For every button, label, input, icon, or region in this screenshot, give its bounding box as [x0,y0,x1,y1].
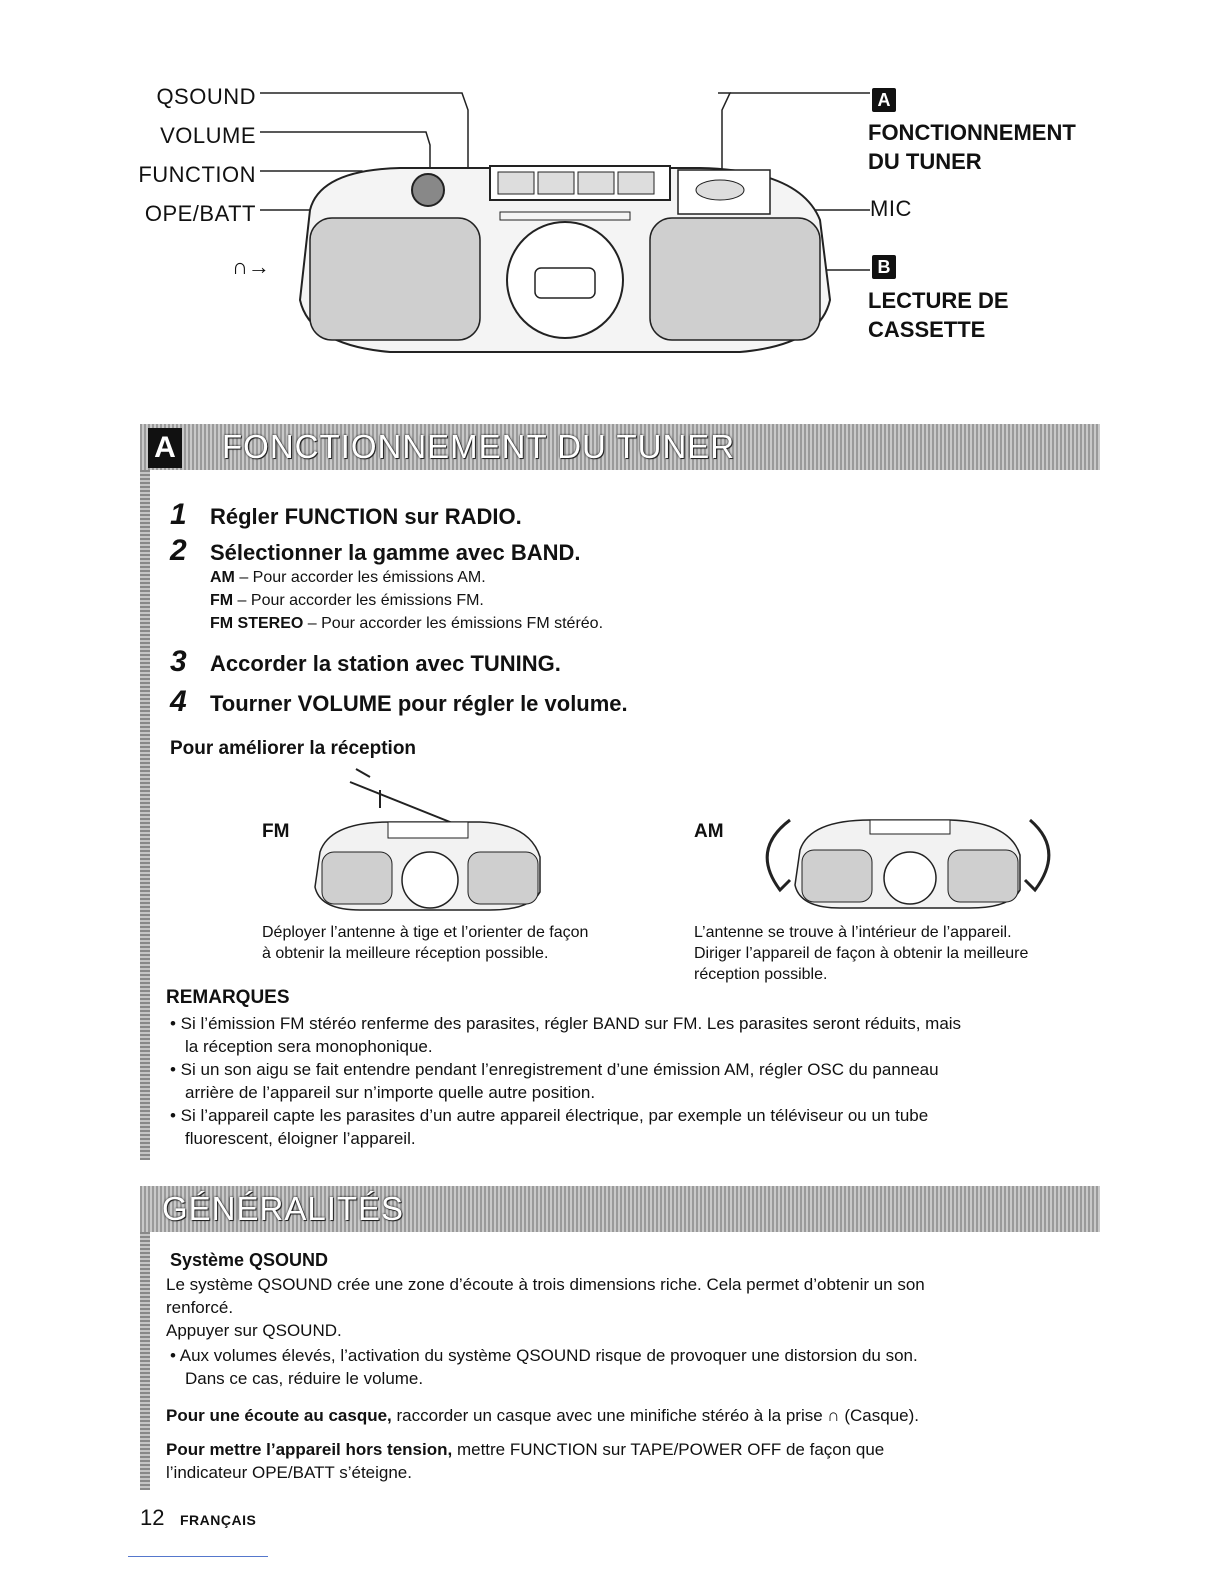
am-rotate-illustration [740,780,1070,910]
fm-caption-line1: Déployer l’antenne à tige et l’orienter de façon [262,924,589,941]
qsound-paragraph-line2: renforcé. [166,1298,234,1317]
page-language: FRANÇAIS [180,1512,257,1528]
ope-batt-label: OPE/BATT [144,201,256,226]
section-general-side-bar [140,1230,150,1490]
a-title-line1: FONCTIONNEMENT [868,120,1076,145]
section-a-side-bar [140,470,150,1160]
remark-2-line2: arrière de l’appareil sur n’importe quelle autre position. [185,1083,596,1102]
band-option-fm: FM – Pour accorder les émissions FM. [210,592,484,609]
qsound-bullet-line1: • Aux volumes élevés, l’activation du système QSOUND risque de provoquer une distorsion du son. [170,1346,918,1365]
mic-label: MIC [870,196,912,221]
page-number: 12 [140,1505,165,1530]
headphone-jack-icon: ∩ [827,1406,840,1425]
remark-1-line1: • Si l’émission FM stéréo renferme des parasites, régler BAND sur FM. Les parasites seront réduits, mais [170,1014,962,1033]
step-1: 1 Régler FUNCTION sur RADIO. [170,498,522,531]
step-4: 4 Tourner VOLUME pour régler le volume. [170,685,628,718]
headphone-paragraph: Pour une écoute au casque, raccorder un casque avec une minifiche stéréo à la prise ∩ (Casque). [166,1406,919,1425]
qsound-paragraph-line1: Le système QSOUND crée une zone d’écoute à trois dimensions riche. Cela permet d’obtenir un son [166,1275,925,1294]
am-label: AM [694,821,724,842]
b-badge-small: B [872,255,896,279]
fm-label: FM [262,821,290,842]
band-option-fm-stereo: FM STEREO – Pour accorder les émissions FM stéréo. [210,615,604,632]
remark-2-line1: • Si un son aigu se fait entendre pendant l’enregistrement d’une émission AM, régler OSC du panneau [170,1060,939,1079]
step-3: 3 Accorder la station avec TUNING. [170,645,561,678]
remark-1-line2: la réception sera monophonique. [185,1037,433,1056]
section-a-title: FONCTIONNEMENT DU TUNER [222,428,736,465]
am-caption-line1: L’antenne se trouve à l’intérieur de l’appareil. [694,924,1012,941]
am-caption-line3: réception possible. [694,966,828,983]
qsound-bullet-line2: Dans ce cas, réduire le volume. [185,1369,424,1388]
a-title-line2: DU TUNER [868,149,982,174]
headphone-icon: ∩→ [232,254,270,279]
remarks-heading: REMARQUES [166,987,290,1008]
band-option-am: AM – Pour accorder les émissions AM. [210,569,486,586]
qsound-label: QSOUND [156,84,256,109]
am-caption-line2: Diriger l’appareil de façon à obtenir la meilleure [694,945,1029,962]
b-title-line2: CASSETTE [868,317,986,342]
boombox-illustration [200,70,880,370]
fm-caption-line2: à obtenir la meilleure réception possible. [262,945,549,962]
power-paragraph-line2: l’indicateur OPE/BATT s’éteigne. [166,1463,412,1482]
section-general-title: GÉNÉRALITÉS [162,1190,405,1227]
power-paragraph-line1: Pour mettre l’appareil hors tension, mettre FUNCTION sur TAPE/POWER OFF de façon que [166,1440,885,1459]
step-2: 2 Sélectionner la gamme avec BAND. [170,534,581,567]
a-badge-small: A [872,88,896,112]
function-label: FUNCTION [138,162,256,187]
remark-3-line2: fluorescent, éloigner l’appareil. [185,1129,416,1148]
volume-label: VOLUME [160,123,256,148]
qsound-heading: Système QSOUND [170,1250,329,1270]
section-a-badge: A [148,428,182,468]
qsound-instruction: Appuyer sur QSOUND. [166,1321,342,1340]
fm-antenna-illustration [300,762,560,912]
b-title-line1: LECTURE DE [868,288,1009,313]
remark-3-line1: • Si l’appareil capte les parasites d’un autre appareil électrique, par exemple un téléviseur ou un tube [170,1106,929,1125]
reception-heading: Pour améliorer la réception [170,738,417,759]
footer-rule [128,1556,268,1557]
